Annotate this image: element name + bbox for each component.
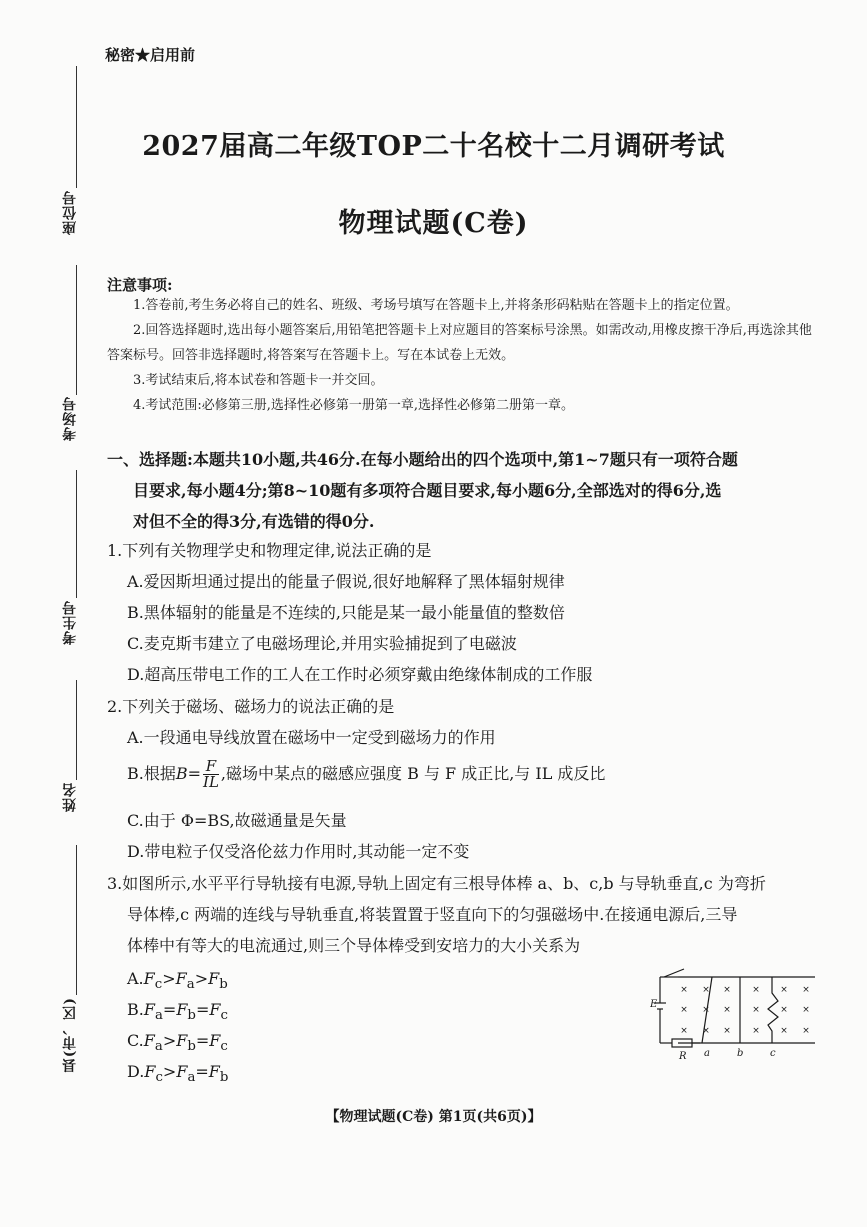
section-line-1: 一、选择题:本题共10小题,共46分.在每小题给出的四个选项中,第1~7题只有一项符合题 [107,450,738,469]
notice-heading: 注意事项: [107,276,173,294]
field-mark: × [752,1026,760,1036]
section-line-2: 目要求,每小题4分;第8~10题有多项符合题目要求,每小题6分,全部选对的得6分,选 [133,481,722,500]
name-label: 姓名 [62,782,78,812]
field-mark: × [752,1005,760,1015]
examinee-label: 考生号 [62,600,78,645]
exam-subtitle: 物理试题(C卷) [338,208,529,239]
notice-item-1: 1.答卷前,考生务必将自己的姓名、班级、考场号填写在答题卡上,并将条形码粘贴在答题卡上的指定位置。 [133,298,739,313]
q2-b-prefix: B.根据 [127,764,176,783]
label-a: a [704,1048,710,1059]
q2-stem: 2.下列关于磁场、磁场力的说法正确的是 [107,697,395,716]
notice-item-3: 3.考试结束后,将本试卷和答题卡一并交回。 [133,373,384,388]
q2-option-b [127,758,817,790]
switch-blade [664,969,684,977]
q1-option-d: D.超高压带电工作的工人在工作时必须穿戴由绝缘体制成的工作服 [127,665,593,684]
county-line [76,845,77,995]
q2-option-a: A.一段通电导线放置在磁场中一定受到磁场力的作用 [127,728,496,747]
q3-option-c: $C.F_a>F_b=F_c$ [127,1031,228,1055]
q1-option-c: C.麦克斯韦建立了电磁场理论,并用实验捕捉到了电磁波 [127,634,517,653]
label-c: c [770,1048,776,1059]
rod-c [768,977,778,1043]
q3-option-b: $B.F_a=F_b=F_c$ [127,1000,228,1024]
label-b: b [737,1048,744,1059]
q3-option-a: $A.F_c>F_a>F_b$ [127,969,228,993]
field-mark: × [723,1005,731,1015]
field-mark: × [780,1026,788,1036]
field-mark: × [723,985,731,995]
section-line-3: 对但不全的得3分,有选错的得0分. [133,512,375,531]
notice-item-4: 4.考试范围:必修第三册,选择性必修第一册第一章,选择性必修第二册第一章。 [133,398,575,413]
seat-label: 座位号 [62,190,78,235]
page-footer: 【物理试题(C卷) 第1页(共6页)】 [325,1109,542,1125]
field-mark: × [702,1005,710,1015]
q1-option-b: B.黑体辐射的能量是不连续的,只能是某一最小能量值的整数倍 [127,603,565,622]
q3-stem-line-2: 导体棒,c 两端的连线与导轨垂直,将装置置于竖直向下的匀强磁场中.在接通电源后,三导 [127,905,738,924]
field-mark: × [752,985,760,995]
field-mark: × [702,985,710,995]
section-heading [107,444,819,537]
label-r: R [679,1051,687,1062]
q3-stem-line-1: 3.如图所示,水平平行导轨接有电源,导轨上固定有三根导体棒 a、b、c,b 与导轨垂直,c 为弯折 [107,874,766,893]
q2-b-denominator: IL [203,773,219,791]
field-mark: × [680,1005,688,1015]
county-label: 县(市、区) [62,997,78,1073]
field-mark: × [802,985,810,995]
q2-option-c: C.由于 Φ=BS,故磁通量是矢量 [127,811,347,830]
field-mark: × [702,1026,710,1036]
notice-item-2: 2.回答选择题时,选出每小题答案后,用铅笔把答题卡上对应题目的答案标号涂黑。如需改动,用橡皮擦干净后,再选涂其他答案标号。回答非选择题时,将答案写在答题卡上。写在本试卷上无效。 [107,323,812,363]
q2-b-lhs: B= [175,764,202,783]
q3-stem-line-3: 体棒中有等大的电流通过,则三个导体棒受到安培力的大小关系为 [127,936,581,955]
q3-circuit-figure [650,965,820,1065]
notice-list [107,293,817,418]
q2-option-d: D.带电粒子仅受洛伦兹力作用时,其动能一定不变 [127,842,470,861]
name-line [76,680,77,780]
q1-option-a: A.爱因斯坦通过提出的能量子假说,很好地解释了黑体辐射规律 [127,572,565,591]
field-mark: × [723,1026,731,1036]
examinee-line [76,470,77,598]
exam-title: 2027届高二年级TOP二十名校十二月调研考试 [142,131,725,162]
q2-b-fraction [203,759,219,790]
field-mark: × [802,1005,810,1015]
field-mark: × [780,985,788,995]
q1-stem: 1.下列有关物理学史和物理定律,说法正确的是 [107,541,432,560]
seat-line [76,66,77,188]
field-mark: × [780,1005,788,1015]
field-mark: × [680,1026,688,1036]
label-e: E [650,999,658,1010]
q2-b-suffix: ,磁场中某点的磁感应强度 B 与 F 成正比,与 IL 成反比 [220,764,606,783]
q2-b-numerator: F [203,759,219,775]
field-mark: × [802,1026,810,1036]
room-line [76,265,77,395]
q3-option-d: $D.F_c>F_a=F_b$ [127,1062,229,1086]
room-label: 考场号 [62,396,78,441]
field-mark: × [680,985,688,995]
secret-label: 秘密★启用前 [105,46,196,64]
